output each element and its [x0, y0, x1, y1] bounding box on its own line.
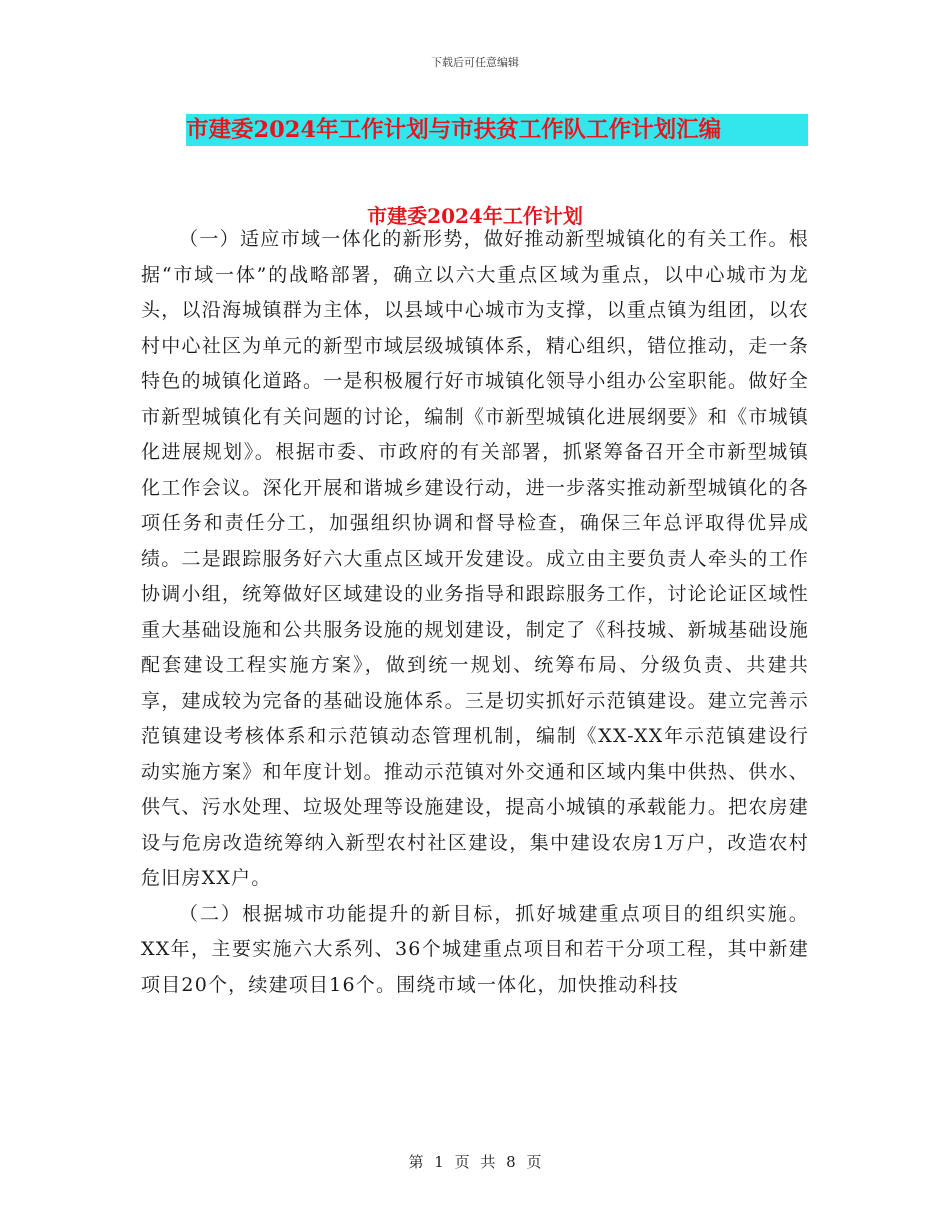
paragraph-1: （一）适应市域一体化的新形势，做好推动新型城镇化的有关工作。根据“市域一体”的战略部署，确立以六大重点区域为重点，以中心城市为龙头，以沿海城镇群为主体，以县域中心城市为支撑，以重点镇为组团，以农村中心社区为单元的新型市域层级城镇体系，精心组织，错位推动，走一条特色的城镇化道路。一是积极履行好市城镇化领导小组办公室职能。做好全市新型城镇化有关问题的讨论，编制《市新型城镇化进展纲要》和《市城镇化进展规划》。根据市委、市政府的有关部署，抓紧筹备召开全市新型城镇化工作会议。深化开展和谐城乡建设行动，进一步落实推动新型城镇化的各项任务和责任分工，加强组织协调和督导检查，确保三年总评取得优异成绩。二是跟踪服务好六大重点区域开发建设。成立由主要负责人牵头的工作协调小组，统筹做好区域建设的业务指导和跟踪服务工作，讨论论证区域性重大基础设施和公共服务设施的规划建设，制定了《科技城、新城基础设施配套建设工程实施方案》，做到统一规划、统筹布局、分级负责、共建共享，建成较为完备的基础设施体系。三是切实抓好示范镇建设。建立完善示范镇建设考核体系和示范镇动态管理机制，编制《XX-XX年示范镇建设行动实施方案》和年度计划。推动示范镇对外交通和区域内集中供热、供水、供气、污水处理、垃圾处理等设施建设，提高小城镇的承载能力。把农房建设与危房改造统筹纳入新型农村社区建设，集中建设农房1万户，改造农村危旧房XX户。 — [141, 228, 809, 889]
page-number-footer: 第 1 页 共 8 页 — [408, 1153, 542, 1171]
section-title: 市建委2024年工作计划 — [367, 204, 583, 228]
document-title: 市建委2024年工作计划与市扶贫工作队工作计划汇编 — [186, 114, 808, 146]
paragraph-2: （二）根据城市功能提升的新目标，抓好城建重点项目的组织实施。XX年，主要实施六大系列、36个城建重点项目和若干分项工程，其中新建项目20个，续建项目16个。围绕市域一体化，加快推动科技 — [141, 902, 809, 996]
document-body — [141, 222, 809, 1003]
header-note: 下载后可任意编辑 — [431, 56, 519, 69]
